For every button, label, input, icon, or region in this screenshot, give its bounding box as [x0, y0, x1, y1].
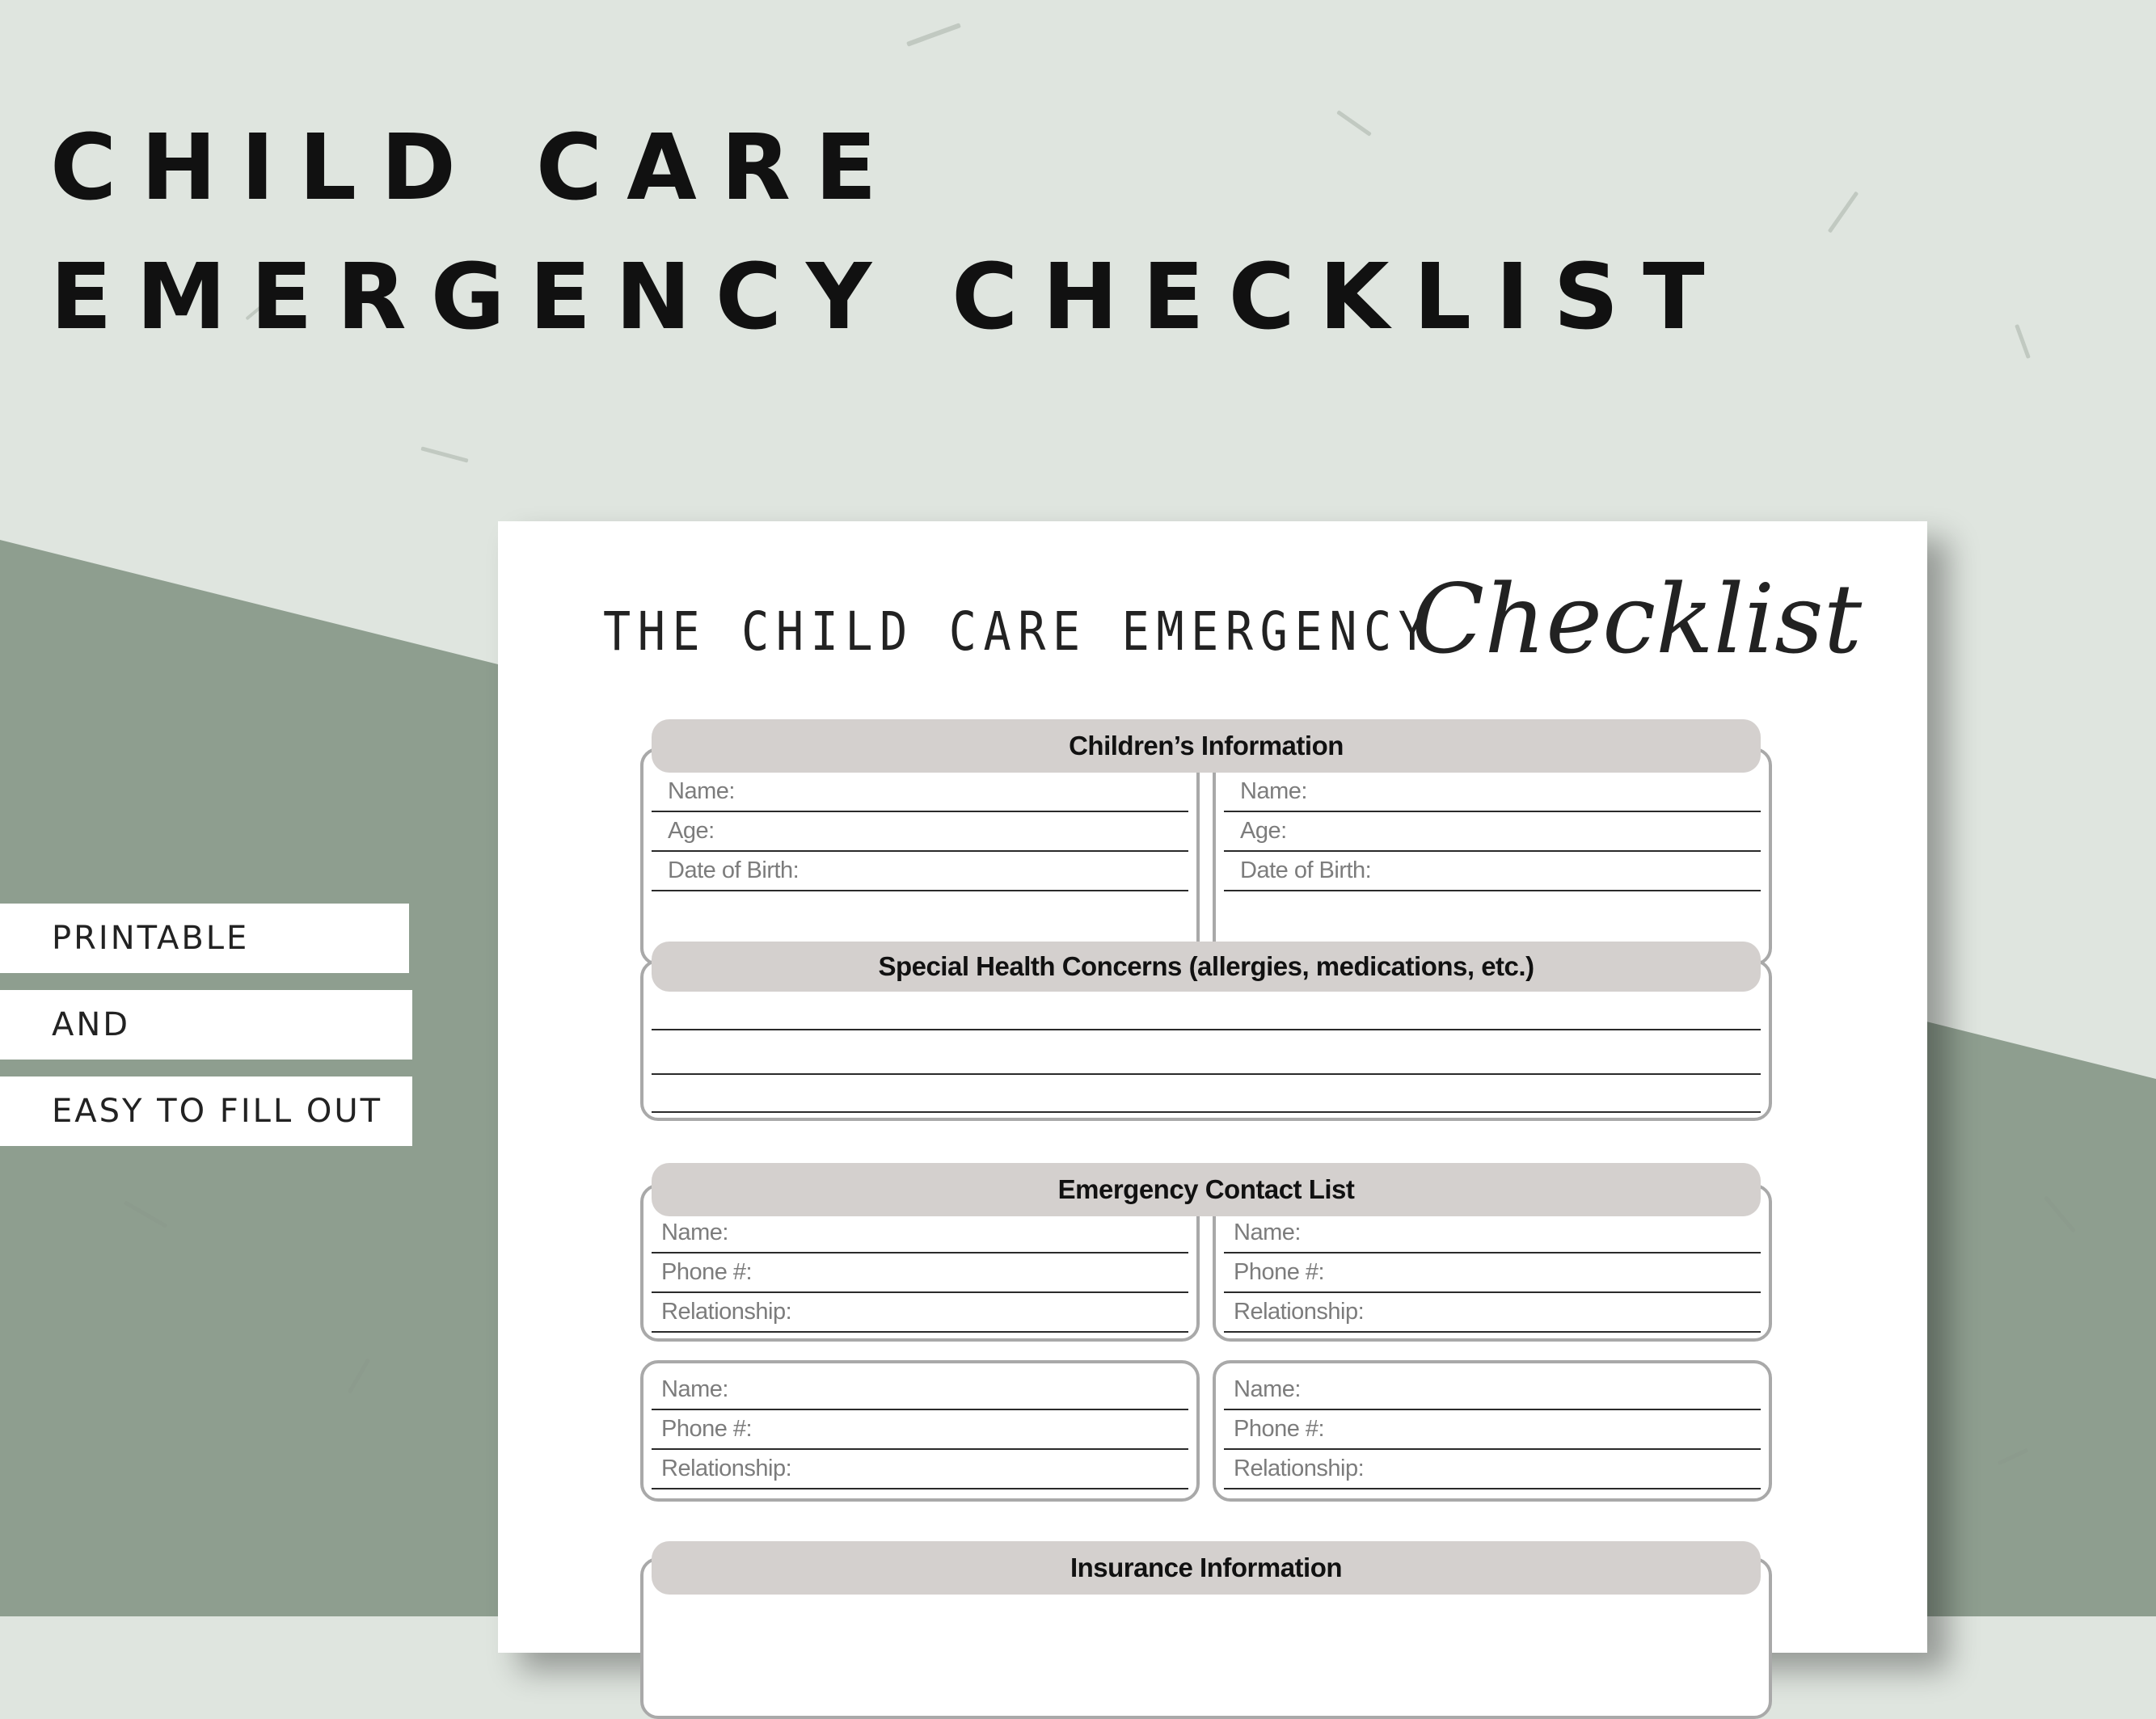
hero-title: [50, 103, 1729, 362]
contact-3-name-field[interactable]: Name:: [652, 1371, 1188, 1410]
tag-easy-to-fill-out: EASY TO FILL OUT: [0, 1076, 412, 1146]
contact-2-name-field[interactable]: Name:: [1224, 1215, 1761, 1253]
health-line-1[interactable]: [652, 1029, 1761, 1030]
contact-3-relationship-field[interactable]: Relationship:: [652, 1451, 1188, 1489]
contact-2-phone-field[interactable]: Phone #:: [1224, 1254, 1761, 1293]
checklist-sheet: [498, 521, 1927, 1653]
tag-and: AND: [0, 990, 412, 1060]
contact-4-name-field[interactable]: Name:: [1224, 1371, 1761, 1410]
sheet-title: [603, 563, 1897, 676]
section-header-children: Children’s Information: [652, 719, 1761, 773]
health-line-2[interactable]: [652, 1073, 1761, 1075]
child-2-dob-field[interactable]: Date of Birth:: [1224, 853, 1761, 891]
child-1-dob-field[interactable]: Date of Birth:: [652, 853, 1188, 891]
contact-1-relationship-field[interactable]: Relationship:: [652, 1294, 1188, 1333]
contact-4-relationship-field[interactable]: Relationship:: [1224, 1451, 1761, 1489]
hero-title-line-2: EMERGENCY CHECKLIST: [50, 245, 1729, 350]
contact-1-name-field[interactable]: Name:: [652, 1215, 1188, 1253]
child-1-name-field[interactable]: Name:: [652, 773, 1188, 812]
section-header-health: Special Health Concerns (allergies, medications, etc.): [652, 942, 1761, 992]
tag-printable: PRINTABLE: [0, 904, 409, 973]
child-1-age-field[interactable]: Age:: [652, 813, 1188, 852]
section-header-insurance: Insurance Information: [652, 1541, 1761, 1595]
child-2-age-field[interactable]: Age:: [1224, 813, 1761, 852]
contact-2-relationship-field[interactable]: Relationship:: [1224, 1294, 1761, 1333]
sheet-title-script: Checklist: [1411, 563, 1863, 675]
contact-3-phone-field[interactable]: Phone #:: [652, 1411, 1188, 1450]
section-header-contacts: Emergency Contact List: [652, 1163, 1761, 1216]
contact-1-phone-field[interactable]: Phone #:: [652, 1254, 1188, 1293]
child-2-name-field[interactable]: Name:: [1224, 773, 1761, 812]
health-line-3[interactable]: [652, 1111, 1761, 1113]
contact-4-phone-field[interactable]: Phone #:: [1224, 1411, 1761, 1450]
sheet-title-caps: THE CHILD CARE EMERGENCY: [603, 600, 1433, 663]
hero-title-line-1: CHILD CARE: [50, 116, 901, 221]
